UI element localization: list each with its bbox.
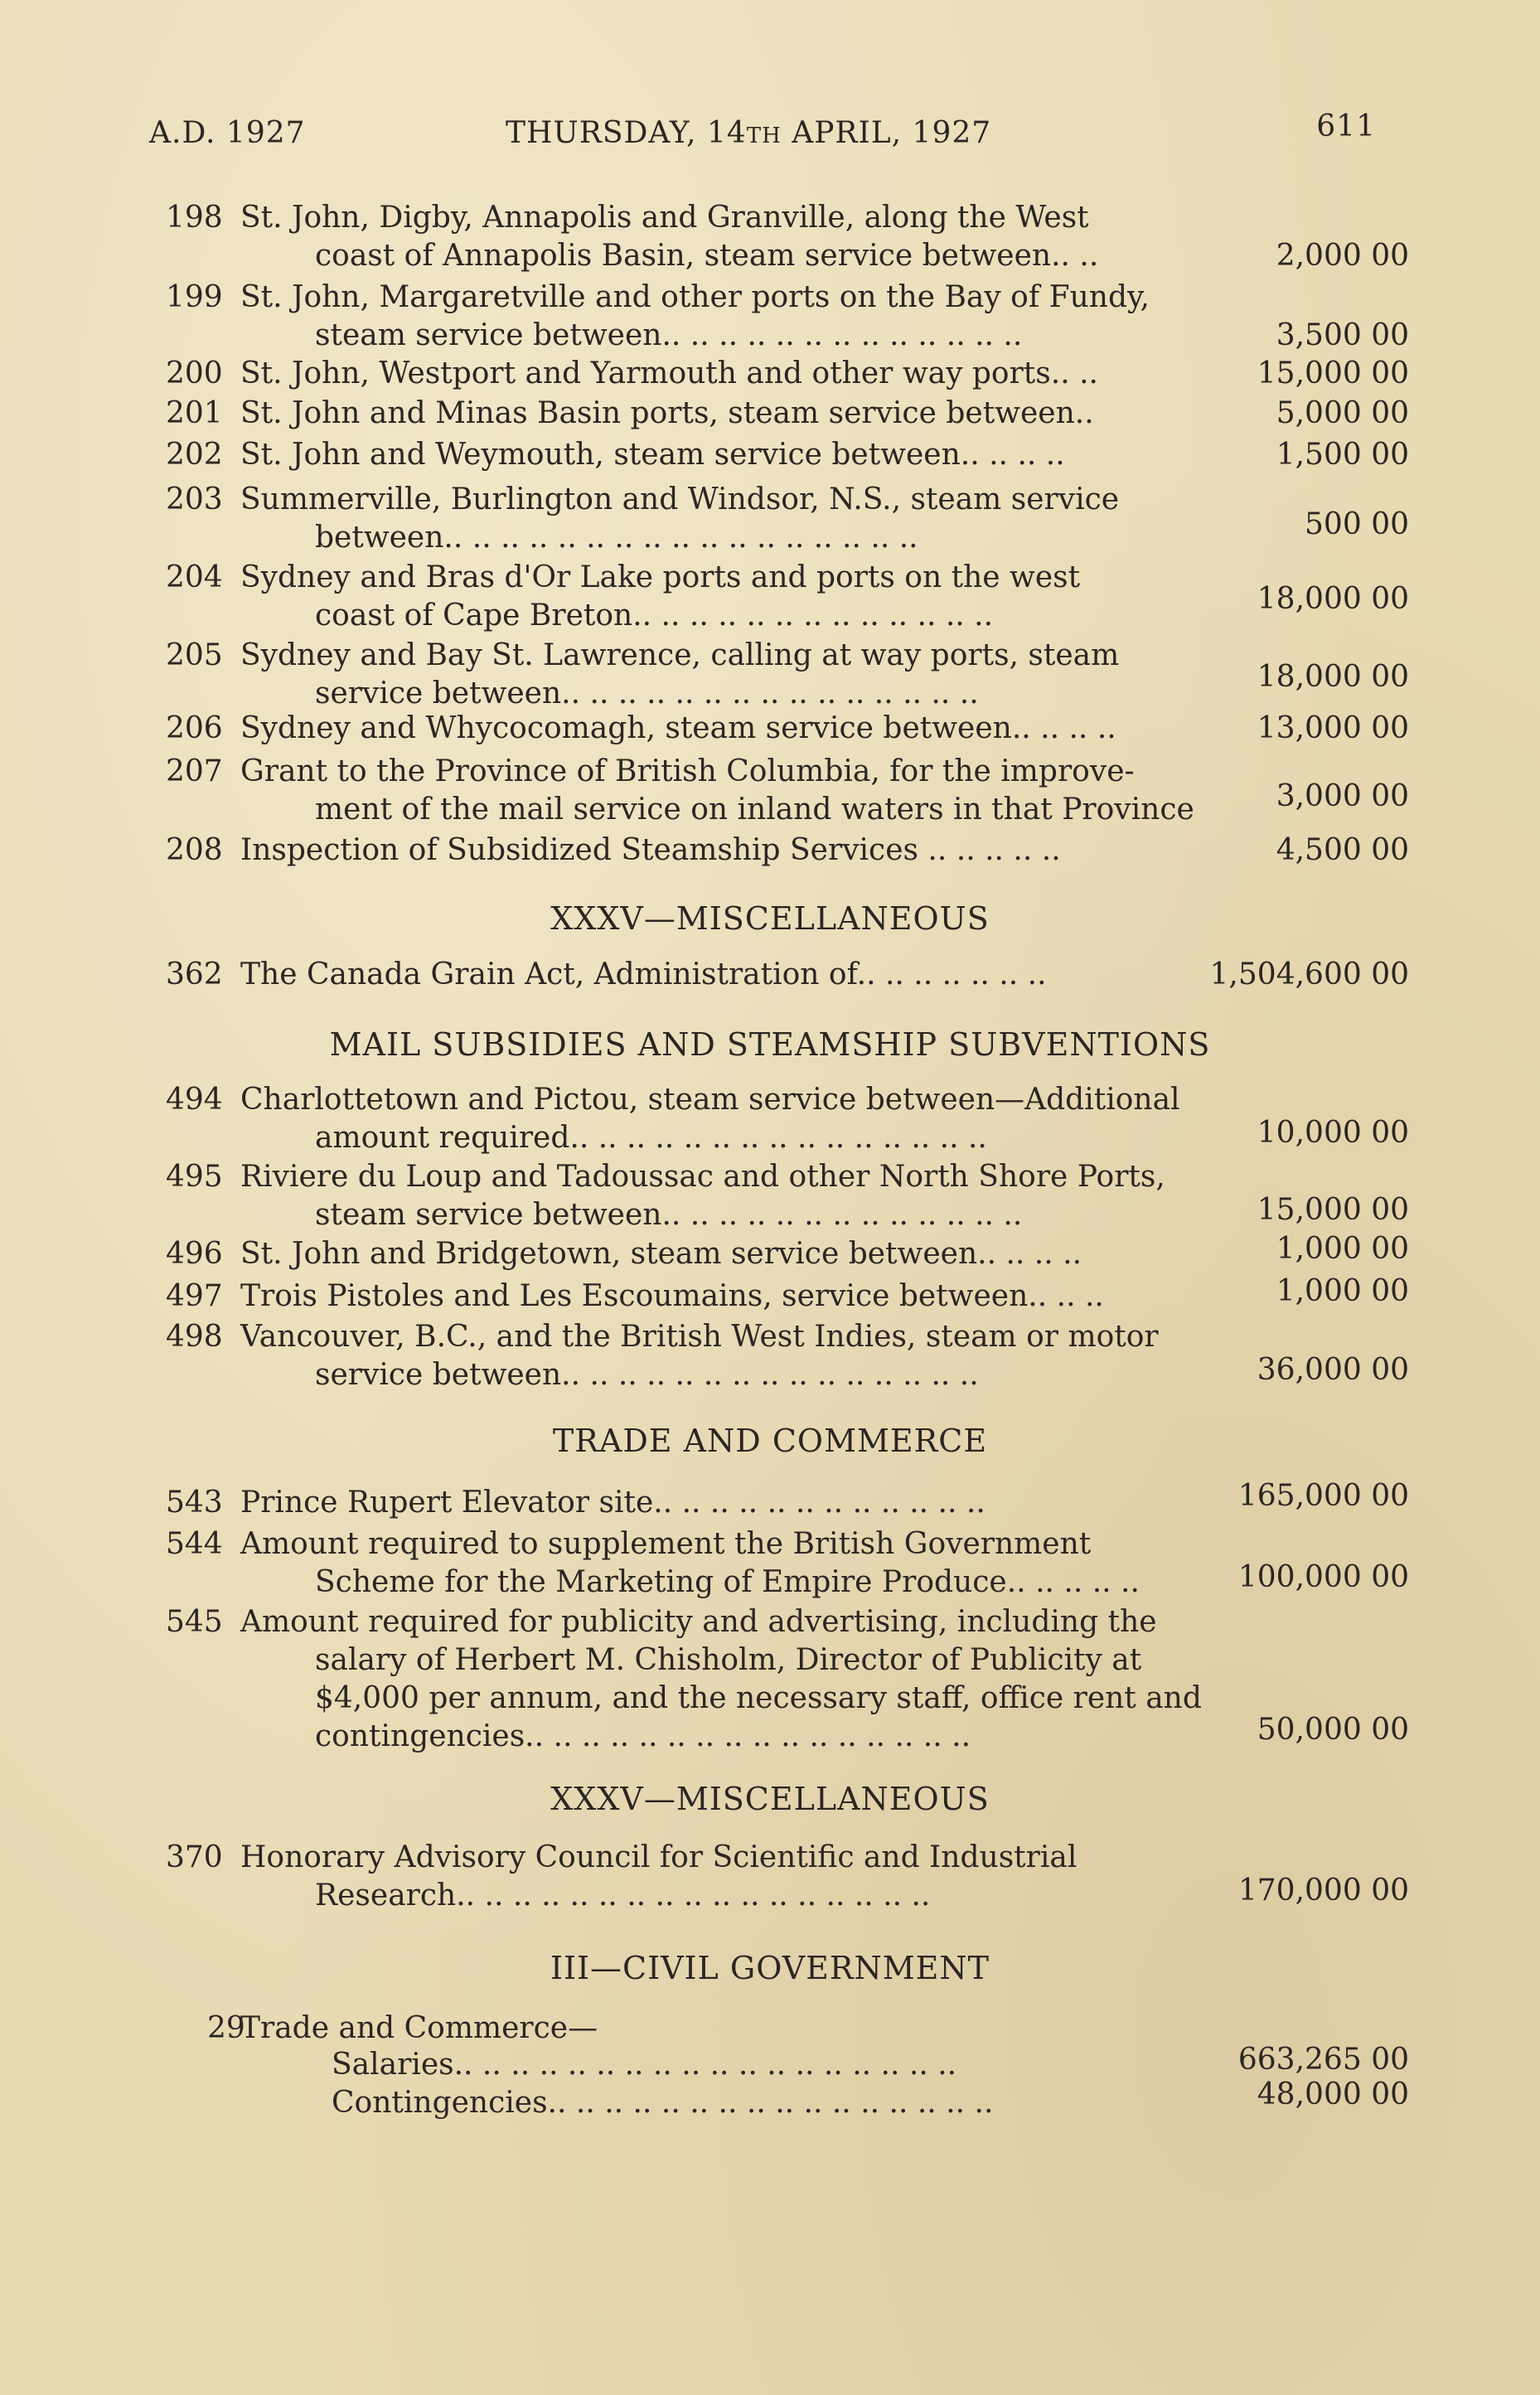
heading-miscellaneous: XXXV—MISCELLANEOUS bbox=[550, 900, 990, 937]
entry-496: 496 St. John and Bridgetown, steam service between.. .. .. .. 1,000 00 bbox=[166, 1232, 1409, 1271]
entry-198: 198 St. John, Digby, Annapolis and Granville, along the West coast of Annapolis Basin, steam service between.. .. 2,000 00 bbox=[166, 201, 1409, 273]
entry-208: 208 Inspection of Subsidized Steamship Services .. .. .. .. .. 4,500 00 bbox=[166, 833, 1409, 867]
page-number: 611 bbox=[1316, 109, 1376, 143]
entry-205: 205 Sydney and Bay St. Lawrence, calling at way ports, steam service between.. .. .. .. .. .. .. .. .. .. .. .. .. .. .. 18,000 00 bbox=[166, 638, 1409, 710]
entry-545: 545 Amount required for publicity and advertising, including the salary of Herbert M. Chisholm, Director of Publicity at $4,000 per annum, and the necessary staff, office rent and contingencies.. .. .. .. .. .. .. .. .. .. .. .. .. .. .. .. 50,000 00 bbox=[166, 1605, 1409, 1753]
entry-199: 199 St. John, Margaretville and other ports on the Bay of Fundy, steam service between.. .. .. .. .. .. .. .. .. .. .. .. .. 3,500 00 bbox=[166, 280, 1409, 352]
entry-203: 203 Summerville, Burlington and Windsor, N.S., steam service between.. .. .. .. .. .. .. .. .. .. .. .. .. .. .. .. .. 500 00 bbox=[166, 482, 1409, 555]
running-header bbox=[149, 109, 1376, 166]
entry-201: 201 St. John and Minas Basin ports, steam service between.. 5,000 00 bbox=[166, 396, 1409, 430]
entry-544: 544 Amount required to supplement the British Government Scheme for the Marketing of Empire Produce.. .. .. .. .. 100,000 00 bbox=[166, 1527, 1409, 1599]
heading-miscellaneous-2: XXXV—MISCELLANEOUS bbox=[550, 1781, 990, 1817]
header-year: A.D. 1927 bbox=[149, 116, 306, 150]
heading-mail-subsidies: MAIL SUBSIDIES AND STEAMSHIP SUBVENTIONS bbox=[329, 1026, 1211, 1063]
entry-29-salaries: Salaries.. .. .. .. .. .. .. .. .. .. .. .. .. .. .. .. .. .. 663,265 00 bbox=[332, 2043, 1409, 2082]
entry-202: 202 St. John and Weymouth, steam service between.. .. .. .. 1,500 00 bbox=[166, 438, 1409, 472]
entry-370: 370 Honorary Advisory Council for Scientific and Industrial Research.. .. .. .. .. .. .. .. .. .. .. .. .. .. .. .. .. 170,000 00 bbox=[166, 1840, 1409, 1913]
entry-204: 204 Sydney and Bras d'Or Lake ports and ports on the west coast of Cape Breton.. .. .. .. .. .. .. .. .. .. .. .. .. 18,000 00 bbox=[166, 560, 1409, 633]
entry-497: 497 Trois Pistoles and Les Escoumains, service between.. .. .. 1,000 00 bbox=[166, 1274, 1409, 1313]
entry-362: 362 The Canada Grain Act, Administration of.. .. .. .. .. .. .. 1,504,600 00 bbox=[166, 958, 1409, 991]
entry-29-contingencies: Contingencies.. .. .. .. .. .. .. .. .. .. .. .. .. .. .. .. 48,000 00 bbox=[332, 2077, 1409, 2120]
heading-trade-commerce: TRADE AND COMMERCE bbox=[552, 1423, 988, 1459]
header-date: THURSDAY, 14TH APRIL, 1927 bbox=[506, 116, 992, 150]
entry-543: 543 Prince Rupert Elevator site.. .. .. .. .. .. .. .. .. .. .. .. 165,000 00 bbox=[166, 1479, 1409, 1520]
entry-200: 200 St. John, Westport and Yarmouth and other way ports.. .. 15,000 00 bbox=[166, 356, 1409, 390]
entry-207: 207 Grant to the Province of British Columbia, for the improve- ment of the mail service on inland waters in that Province 3,000 00 bbox=[166, 754, 1409, 827]
entry-29: 29 Trade and Commerce— bbox=[207, 2011, 598, 2045]
heading-civil-government: III—CIVIL GOVERNMENT bbox=[550, 1950, 990, 1986]
entry-206: 206 Sydney and Whycocomagh, steam service between.. .. .. .. 13,000 00 bbox=[166, 711, 1409, 745]
entry-494: 494 Charlottetown and Pictou, steam service between—Additional amount required.. .. .. .. .. .. .. .. .. .. .. .. .. .. .. 10,000 00 bbox=[166, 1083, 1409, 1155]
entry-498: 498 Vancouver, B.C., and the British West Indies, steam or motor service between.. .. .. .. .. .. .. .. .. .. .. .. .. .. .. 36,000 00 bbox=[166, 1320, 1409, 1392]
entry-495: 495 Riviere du Loup and Tadoussac and other North Shore Ports, steam service between.. .. .. .. .. .. .. .. .. .. .. .. .. 15,000 00 bbox=[166, 1160, 1409, 1232]
